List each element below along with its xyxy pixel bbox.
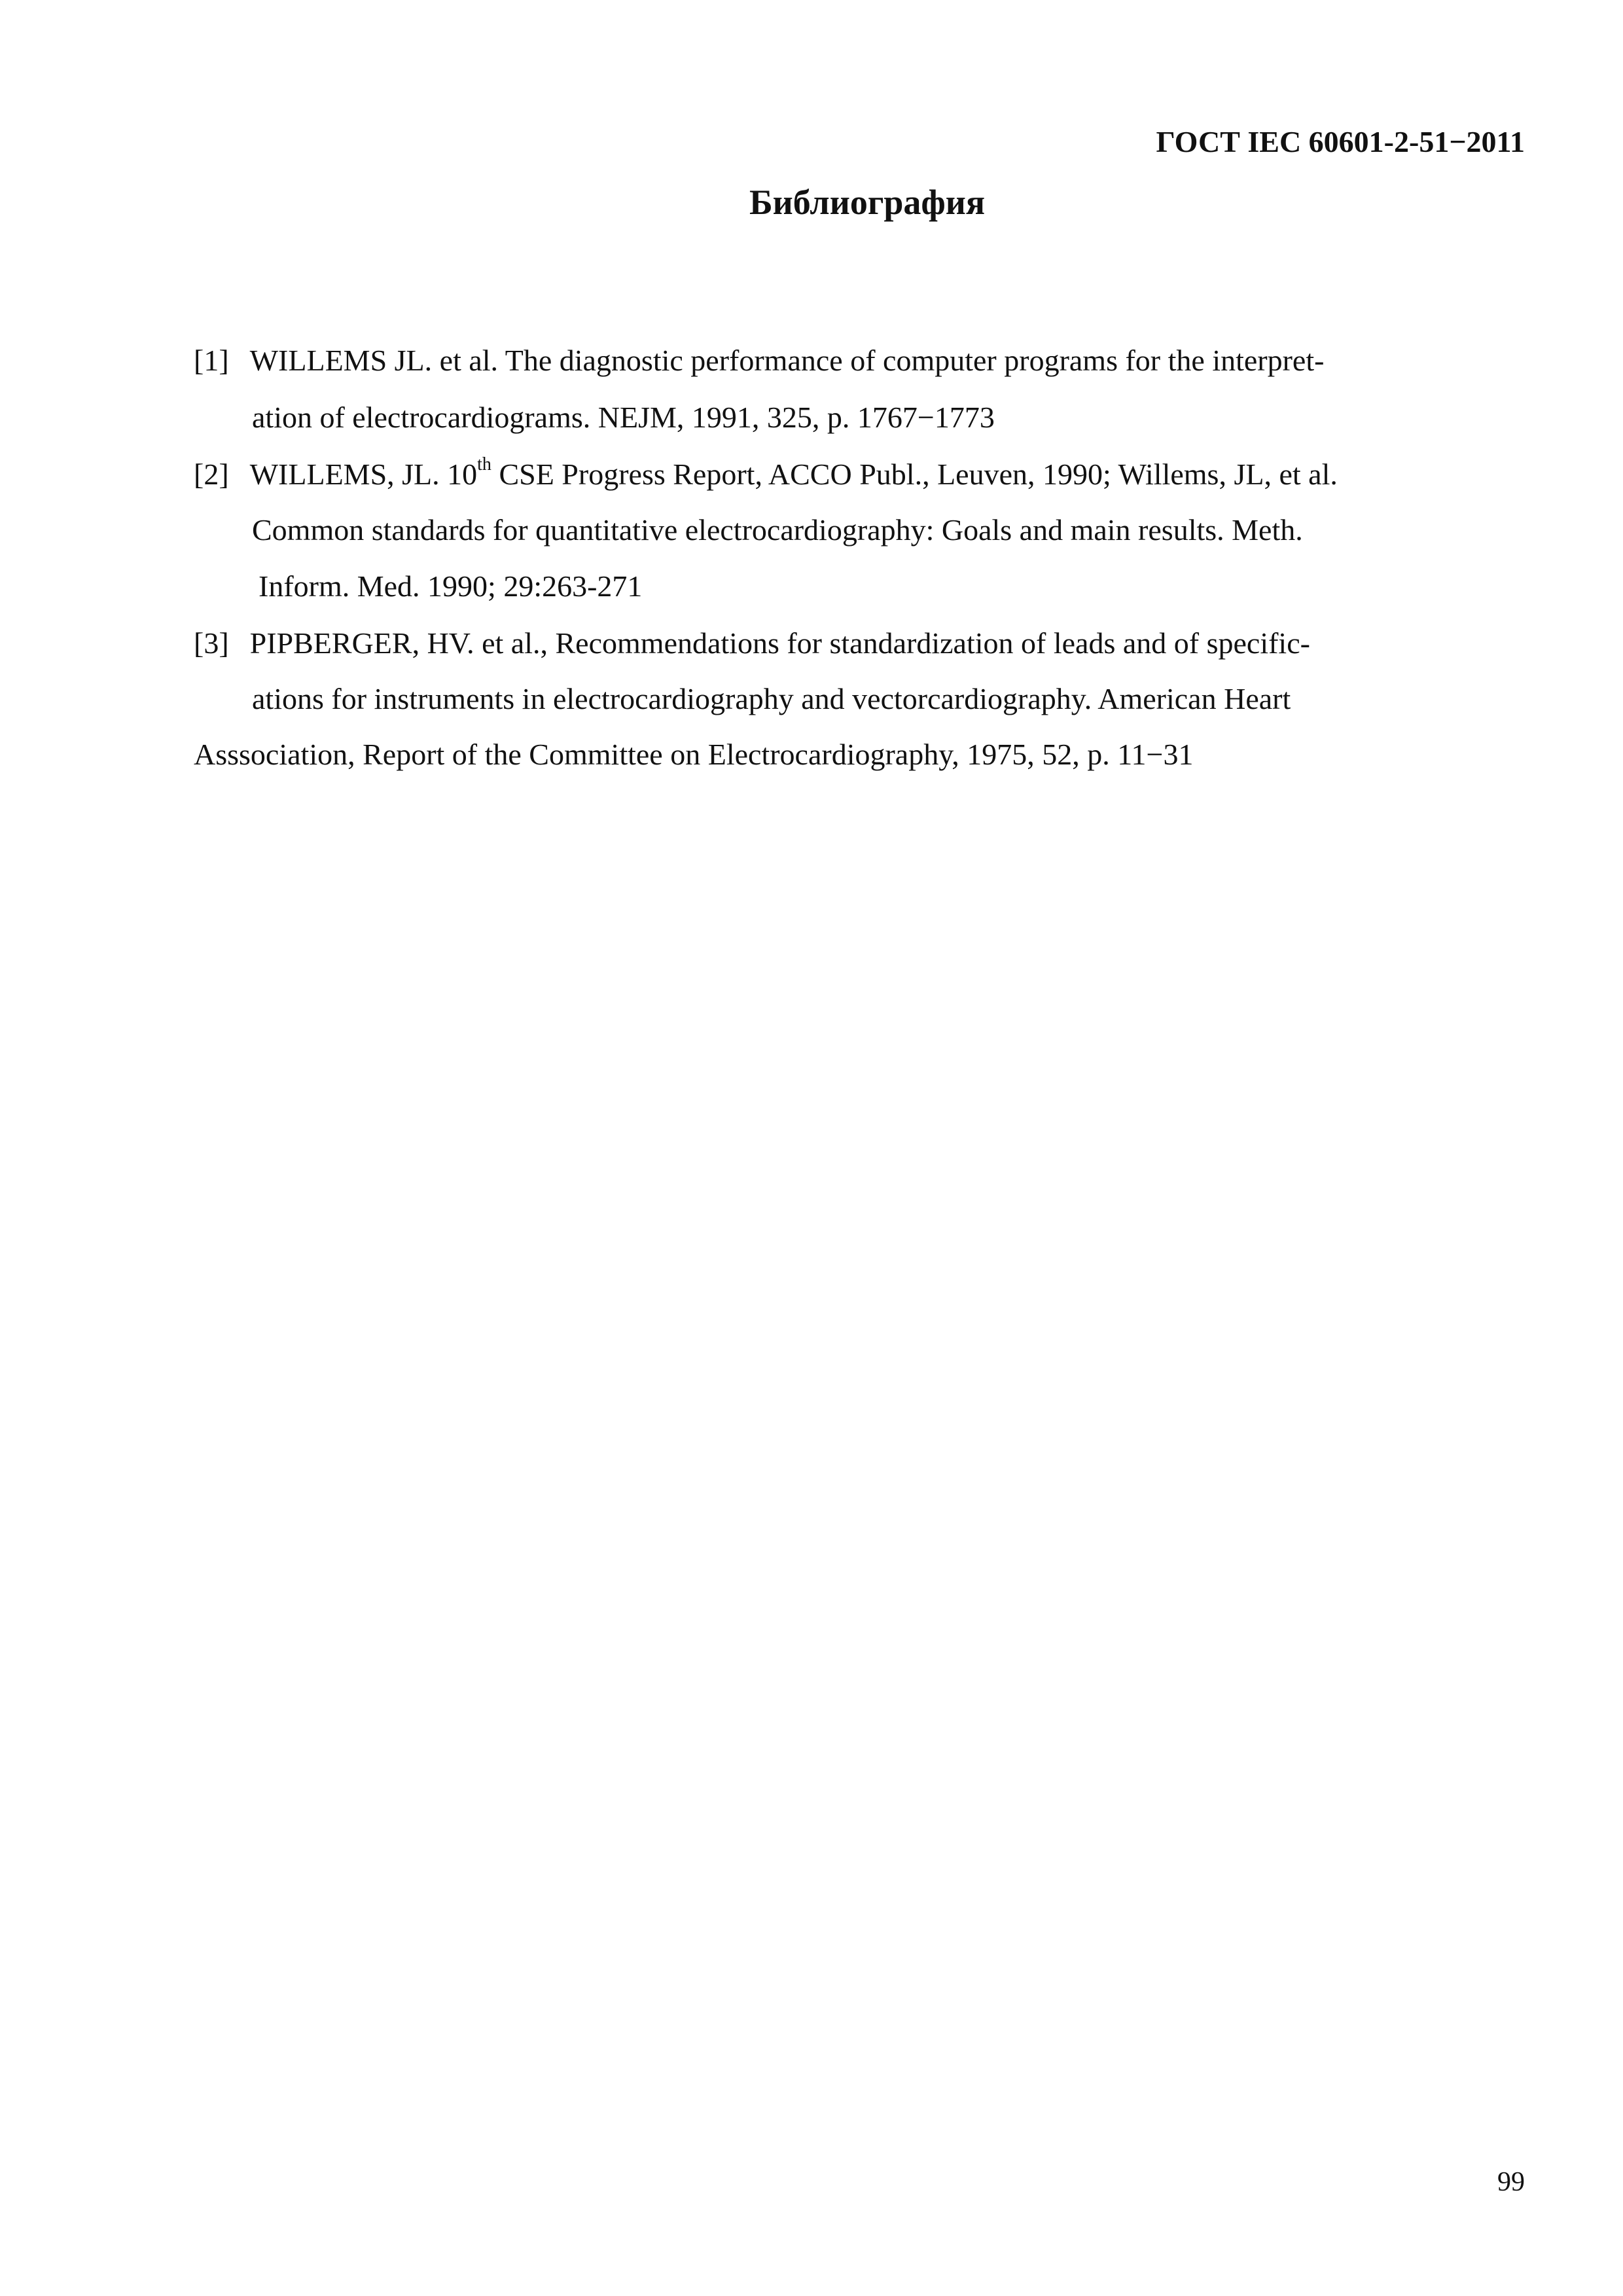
reference-2-superscript: th (477, 454, 491, 475)
reference-2-line-2: Common standards for quantitative electrocardiography: Goals and main results. Meth. (252, 513, 1303, 547)
reference-2-text-pre: WILLEMS, JL. 10 (249, 457, 478, 491)
reference-1-text: WILLEMS JL. et al. The diagnostic performance of computer programs for the interpret- (249, 344, 1325, 377)
reference-1-number: [1] (194, 344, 229, 377)
reference-3-number: [3] (194, 626, 229, 660)
reference-2-number: [2] (194, 457, 229, 491)
reference-2-text-post: CSE Progress Report, ACCO Publ., Leuven, 1990; Willems, JL, et al. (491, 457, 1338, 491)
reference-1-line-1 (194, 346, 1324, 376)
reference-3-text: PIPBERGER, HV. et al., Recommendations for standardization of leads and of specific- (249, 626, 1310, 660)
reference-1-line-2: ation of electrocardiograms. NEJM, 1991, 325, p. 1767−1773 (252, 401, 995, 434)
standard-code: ГОСТ IEC 60601-2-51−2011 (1156, 125, 1525, 158)
reference-2-line-1 (194, 454, 1338, 491)
page-title: Библиография (749, 183, 986, 222)
reference-3-line-1 (194, 628, 1310, 658)
page-number: 99 (1497, 2167, 1525, 2197)
reference-3-line-3: Asssociation, Report of the Committee on Electrocardiography, 1975, 52, p. 11−31 (194, 738, 1194, 771)
reference-2-line-3: Inform. Med. 1990; 29:263-271 (259, 569, 643, 603)
reference-3-line-2: ations for instruments in electrocardiography and vectorcardiography. American Heart (252, 682, 1291, 715)
